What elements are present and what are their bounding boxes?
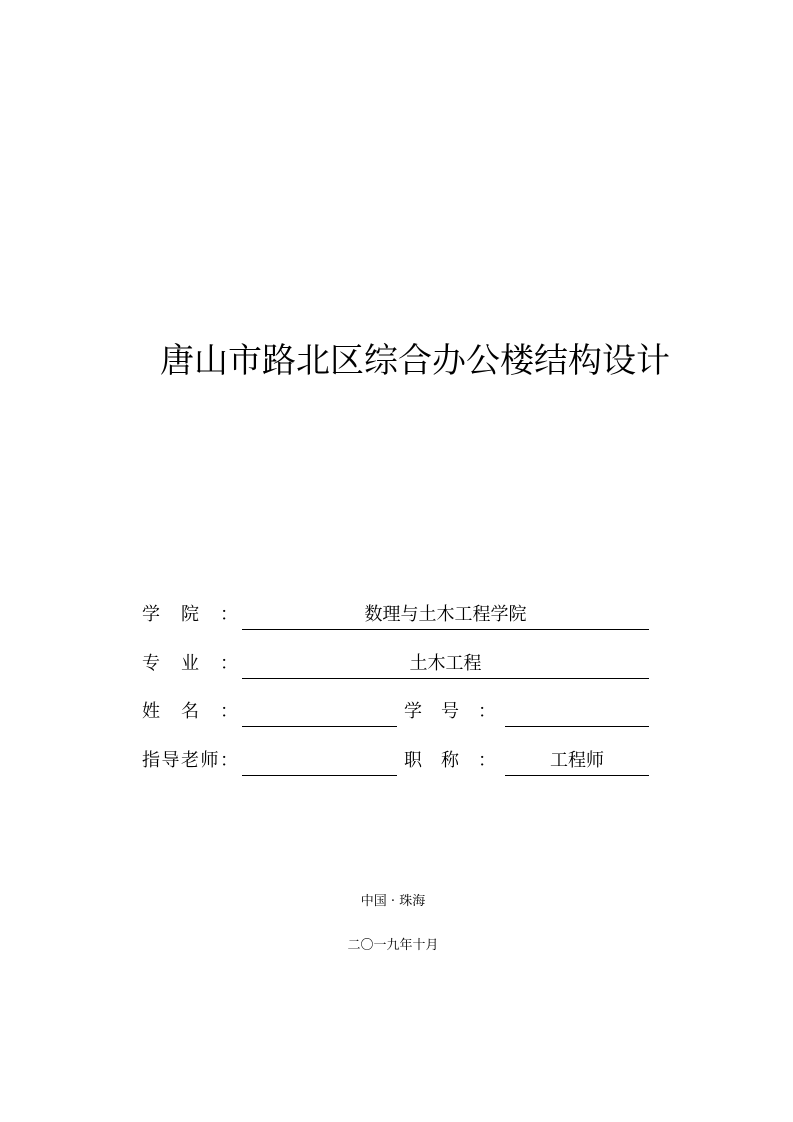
name-field bbox=[242, 698, 397, 727]
college-row bbox=[0, 601, 793, 641]
student-id-label: 学 号 ： bbox=[404, 701, 496, 722]
advisor-label: 指 导 老 师 ： bbox=[142, 750, 238, 771]
college-label: 学 院 ： bbox=[142, 604, 238, 625]
name-id-row bbox=[0, 698, 793, 738]
major-label: 专 业 ： bbox=[142, 653, 238, 674]
footer-date: 二〇一九年十月 bbox=[347, 938, 439, 953]
student-id-field bbox=[505, 698, 649, 727]
footer-place: 中国 · 珠海 bbox=[360, 894, 426, 909]
document-title: 唐山市路北区综合办公楼结构设计 bbox=[160, 341, 670, 381]
advisor-field bbox=[242, 747, 397, 776]
major-field: 土木工程 bbox=[242, 650, 649, 679]
college-field: 数理与土木工程学院 bbox=[242, 601, 649, 630]
advisor-rank-row bbox=[0, 747, 793, 787]
title-rank-label: 职 称 ： bbox=[404, 750, 496, 771]
title-rank-field: 工程师 bbox=[505, 747, 649, 776]
major-row bbox=[0, 650, 793, 690]
name-label: 姓 名 ： bbox=[142, 701, 238, 722]
